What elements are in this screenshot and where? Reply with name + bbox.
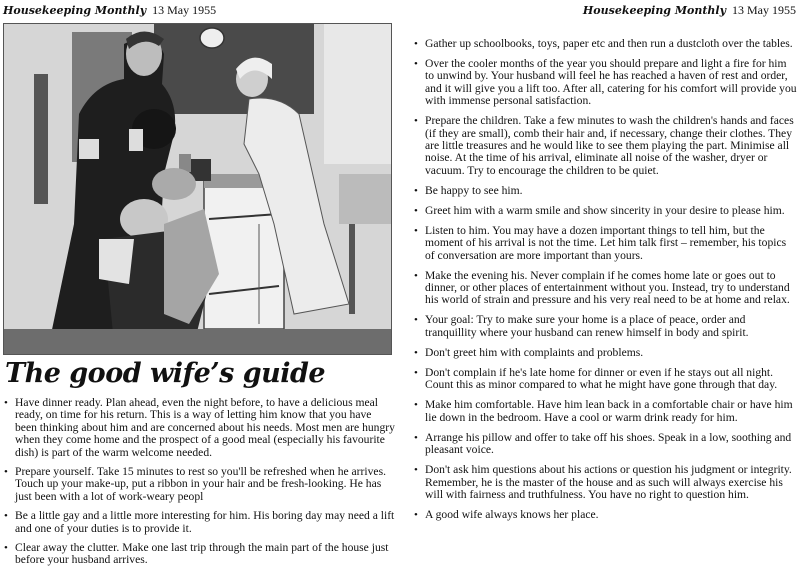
- bullet-icon: •: [414, 431, 418, 444]
- guide-item-text: Prepare the children. Take a few minutes to wash the children's hands and faces (if they are small), comb their hair and, if necessary, change their clothes. They are little treasures and he would like to see them playing the part. Minimise all noise. At the time of his arrival, eliminate all noise of the washer, dryer or vacuum. Try to encourage the children to be quiet.: [425, 114, 794, 177]
- guide-item-text: Greet him with a warm smile and show sincerity in your desire to please him.: [425, 203, 785, 217]
- guide-item-text: A good wife always knows her place.: [425, 507, 599, 521]
- guide-item: [413, 38, 798, 50]
- guide-item: [413, 270, 798, 307]
- publication-date: 13 May 1955: [152, 3, 217, 17]
- guide-item: [413, 185, 798, 197]
- kitchen-scene-illustration: [3, 23, 392, 355]
- bullet-icon: •: [4, 397, 8, 409]
- guide-item: [413, 347, 798, 359]
- guide-item-text: Clear away the clutter. Make one last trip through the main part of the house just before your husband arrives.: [15, 541, 389, 567]
- guide-item: [3, 510, 396, 535]
- bullet-icon: •: [4, 466, 8, 479]
- bullet-icon: •: [4, 510, 8, 523]
- guide-item-text: Prepare yourself. Take 15 minutes to rest so you'll be refreshed when he arrives. Touch up your make-up, put a ribbon in your hair and be fresh-looking. He has just been with a lot of work-weary peopl: [15, 465, 386, 503]
- guide-item-text: Don't complain if he's late home for dinner or even if he stays out all night. Count this as minor compared to what he might have gone through that day.: [425, 365, 778, 392]
- bullet-icon: •: [414, 58, 418, 70]
- bullet-icon: •: [414, 314, 418, 327]
- bullet-icon: •: [414, 508, 418, 521]
- bullet-icon: •: [414, 115, 418, 128]
- guide-item-text: Over the cooler months of the year you should prepare and light a fire for him to unwind by. Your husband will feel he has reached a haven of rest and order, and it will give you a lift too. After all, catering for his comfort will provide you with immense personal satisfaction.: [425, 57, 797, 108]
- guide-item: [413, 58, 798, 108]
- guide-item-text: Gather up schoolbooks, toys, paper etc and then run a dustcloth over the tables.: [425, 37, 793, 50]
- guide-item-text: Be a little gay and a little more interesting for him. His boring day may need a lift and one of your duties is to provide it.: [15, 509, 395, 535]
- guide-item: [413, 464, 798, 501]
- guide-item-text: Make him comfortable. Have him lean back in a comfortable chair or have him lie down in the bedroom. Have a cool or warm drink ready for him.: [425, 398, 793, 424]
- guide-item: [3, 542, 396, 567]
- publication-name: Housekeeping Monthly: [3, 4, 147, 17]
- guide-item-text: Your goal: Try to make sure your home is a place of peace, order and tranquillity where your husband can renew himself in body and spirit.: [425, 313, 749, 339]
- bullet-icon: •: [414, 366, 418, 379]
- publication-date: 13 May 1955: [732, 3, 796, 17]
- article-title: The good wife’s guide: [5, 358, 326, 389]
- bullet-icon: •: [4, 542, 8, 555]
- guide-item-text: Don't greet him with complaints and problems.: [425, 345, 644, 359]
- guide-item-text: Don't ask him questions about his actions or question his judgment or integrity. Remember, he is the master of the house and as such will always exercise his will with fairness and truthfulness. You have no right to question him.: [425, 463, 792, 501]
- bullet-icon: •: [414, 204, 418, 217]
- guide-item: [3, 397, 396, 459]
- bullet-icon: •: [414, 464, 418, 477]
- guide-item: [413, 314, 798, 339]
- guide-item: [413, 432, 798, 457]
- guide-item-text: Have dinner ready. Plan ahead, even the night before, to have a delicious meal ready, on time for his return. This is a way of letting him know that you have been thinking about him and are concerned about his needs. Most men are hungry when they come home and the prospect of a good meal (especially his favourite dish) is part of the warm welcome needed.: [15, 396, 395, 459]
- page-header-right: [583, 3, 796, 18]
- guide-item: [413, 205, 798, 217]
- bullet-icon: •: [414, 269, 418, 282]
- bullet-icon: •: [414, 224, 418, 237]
- guide-item-text: Listen to him. You may have a dozen important things to tell him, but the moment of his arrival is not the time. Let him talk first – remember, his topics of conversation are more important than yours.: [425, 223, 787, 262]
- guide-item: [413, 399, 798, 424]
- guide-item-text: Be happy to see him.: [425, 183, 523, 197]
- guide-item: [413, 225, 798, 262]
- page-header-left: [3, 3, 216, 18]
- guide-list-left: [3, 397, 396, 574]
- bullet-icon: •: [414, 184, 418, 197]
- publication-name: Housekeeping Monthly: [582, 4, 726, 17]
- guide-item: [3, 466, 396, 503]
- bullet-icon: •: [414, 346, 418, 359]
- guide-item: [413, 367, 798, 392]
- guide-item: [413, 509, 798, 521]
- guide-item-text: Arrange his pillow and offer to take off his shoes. Speak in a low, soothing and pleasant voice.: [425, 430, 792, 457]
- bullet-icon: •: [414, 38, 418, 50]
- bullet-icon: •: [414, 399, 418, 412]
- guide-item: [413, 115, 798, 177]
- guide-item-text: Make the evening his. Never complain if he comes home late or goes out to dinner, or other places of entertainment without you. Instead, try to understand his world of strain and pressure and his very real need to be at home and relax.: [425, 268, 790, 307]
- illustration-drawing: [4, 24, 391, 354]
- guide-list-right: [413, 38, 798, 529]
